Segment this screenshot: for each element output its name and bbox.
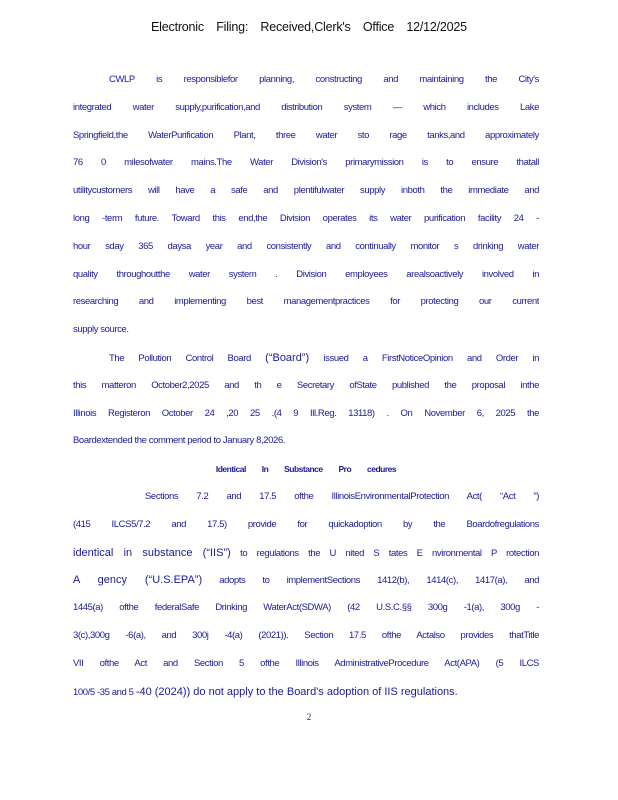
paragraph-line: VII ofthe Act and Section 5 ofthe Illinois AdministrativeProcedure Act(APA) (5 ILCS <box>73 657 539 669</box>
paragraph-line: integrated water supply,purification,and distribution system — which includes Lake <box>73 101 539 113</box>
paragraph-line: utilitycustomers will have a safe and plentifulwater supply inboth the immediate and <box>73 185 539 197</box>
paragraph-line <box>73 572 539 600</box>
paragraph-line: this matteron October2,2025 and th e Secretary ofState published the proposal inthe <box>73 379 539 391</box>
text-run: adopts to implementSections 1412(b), 1414(c), 1417(a), and <box>219 575 539 587</box>
filing-header: Electronic Filing: Received,Clerk's Office 12/12/2025 <box>151 20 467 34</box>
paragraph-line <box>73 684 539 712</box>
text-run: issued a FirstNoticeOpinion and Order in <box>323 352 539 364</box>
paragraph-line: quality throughoutthe water system . Division employees arealsoactively involved in <box>73 268 539 280</box>
page-number: 2 <box>306 712 312 722</box>
paragraph-line: hour sday 365 daysa year and consistently and continually monitor s drinking water <box>73 240 539 252</box>
text-run: (“Board”) <box>265 351 310 364</box>
paragraph-line: Springfield,the WaterPurification Plant, three water sto rage tanks,and approximately <box>73 129 539 141</box>
paragraph-line: supply source. <box>73 324 129 336</box>
text-run: to regulations the U nited S tates E nvironmental P rotection <box>240 547 539 559</box>
text-run: -40 (2024)) do not apply to the Board's adoption of IIS regulations. <box>135 685 458 698</box>
text-run: 100/5 -35 and 5 <box>73 686 134 698</box>
paragraph-line: CWLP is responsiblefor planning, constructing and maintaining the City's <box>109 74 539 85</box>
paragraph-line: researching and implementing best managementpractices for protecting our current <box>73 296 539 308</box>
paragraph-line: Boardextended the comment period to January 8,2026. <box>73 435 285 447</box>
paragraph-line: long -term future. Toward this end,the Division operates its water purification facility 24 - <box>73 212 539 224</box>
paragraph-line: Sections 7.2 and 17.5 ofthe IllinoisEnvironmentalProtection Act( “Act ”) <box>145 490 539 502</box>
text-run: identical in substance (“IIS”) <box>73 546 231 559</box>
section-heading: Identical In Substance Pro cedures <box>215 464 397 475</box>
document-body <box>73 72 539 711</box>
paragraph-line <box>73 350 539 378</box>
text-run: The Pollution Control Board <box>109 352 251 364</box>
paragraph-line: 76 0 milesofwater mains.The Water Division's primarymission is to ensure thatall <box>73 157 539 169</box>
paragraph-line <box>73 545 539 573</box>
text-run: A gency (“U.S.EPA”) <box>73 574 203 587</box>
paragraph-line: Illinois Registeron October 24 ,20 25 .(4 9 Ill.Reg. 13118) . On November 6, 2025 the <box>73 407 539 419</box>
paragraph-line: (415 ILCS5/7.2 and 17.5) provide for quickadoption by the Boardofregulations <box>73 518 539 530</box>
paragraph-line: 1445(a) ofthe federalSafe Drinking WaterAct(SDWA) (42 U.S.C.§§ 300g -1(a), 300g - <box>73 602 539 614</box>
paragraph-line: 3(c),300g -6(a), and 300j -4(a) (2021)). Section 17.5 ofthe Actalso provides thatTitle <box>73 629 539 641</box>
